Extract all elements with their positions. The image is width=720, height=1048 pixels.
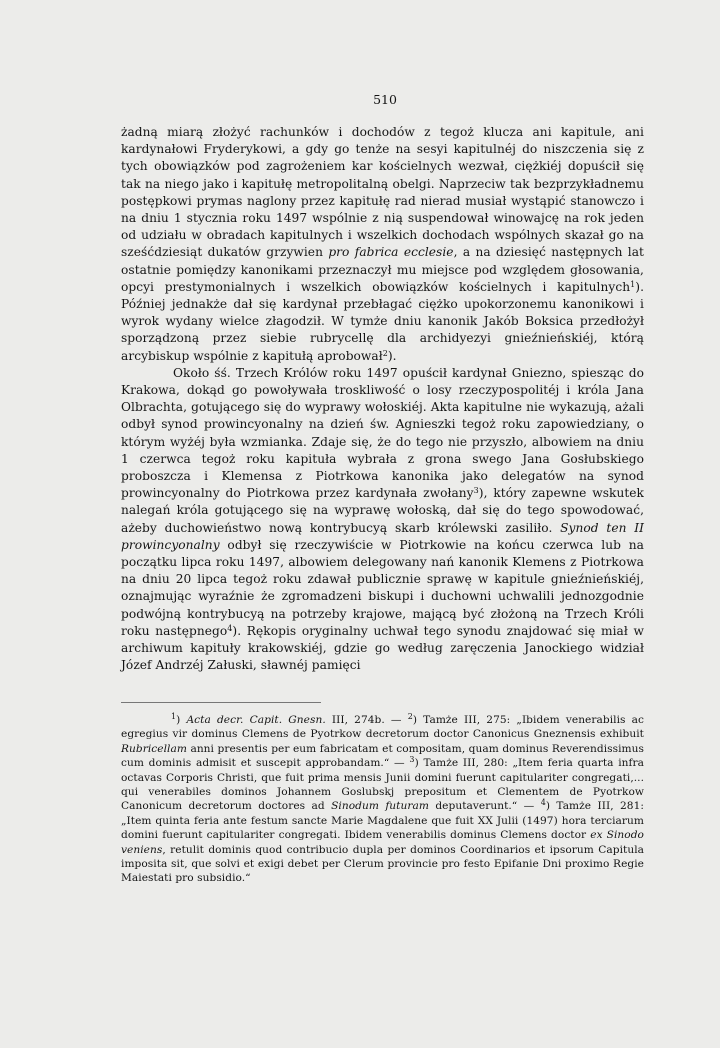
paragraph-2: Około śś. Trzech Królów roku 1497 opuścił kardynał Gniezno, spiesząc do Krakowa, dokąd go powoływała troskliwość o losy rzeczypospolitéj i króla Jana Olbrachta, gotującego się do wyprawy wołoskiéj. Akta kapitulne nie wykazują, ażali odbył synod prowincyonalny na dzień św. Agnieszki tegoż roku zapowiedziany, o którym wyżéj była wzmianka. Zdaje się, że do tego nie przyszło, albowiem na dniu 1 czerwca tegoż roku kapituła wybrała z grona swego Jana Gosłubskiego proboszcza i Klemensa z Piotrkowa kanonika jako delegatów na synod prowincyonalny do Piotrkowa przez kardynała zwołany$^3$), który zapewne wskutek nalegań króla gotującego się na wyprawę wołoską, dał się do tego spowodować, ażeby duchowieństwo nową kontrybucyą skarb królewski zasiliło. Synod ten II prowincyonalny odbył się rzeczywiście w Piotrkowie na końcu czerwca lub na początku lipca roku 1497, albowiem delegowany nań kanonik Klemens z Piotrkowa na dniu 20 lipca tegoż roku zdawał publicznie sprawę w kapitule gnieźnieńskiéj, oznajmując wyraźnie że zgromadzeni biskupi i duchowni uchwalili jednozgodnie podwójną kontrybucyą na potrzeby krajowe, mającą być złożoną na Trzech Króli roku następnego$^4$). Rękopis oryginalny uchwał tego synodu znajdować się miał w archiwum kapituły krakowskiéj, gdzie go według zaręczenia Janockiego widział Józef Andrzéj Załuski, sławnéj pamięci	[121, 365, 644, 673]
footnotes	[121, 713, 644, 886]
footnote-ref: 4	[227, 623, 233, 633]
main-text	[121, 124, 644, 675]
footnote-ref: 1	[630, 279, 636, 289]
latin-phrase: pro fabrica ecclesie	[328, 245, 454, 260]
footnote-block: $^1$) Acta decr. Capit. Gnesn. III, 274b. — $^2$) Tamże III, 275: „Ibidem venerabilis ac egregius vir dominus Clemens de Pyotrkow decretorum doctor Canonicus Gneznensis exhibuit Rubricellam anni presentis per eum fabricatam et compositam, quam dominus Reverendissimus cum dominis admisit et suscepit approbandam.“ — $^3$) Tamże III, 280: „Item feria quarta infra octavas Corporis Christi, que fuit prima mensis Junii domini fuerunt capitulariter congregati,... qui venerabiles dominos Johannem Goslubskj prepositum et Clementem de Pyotrkow Canonicum decretorum doctores ad Sinodum futuram deputaverunt.“ — $^4$) Tamże III, 281: „Item quinta feria ante festum sancte Marie Magdalene que fuit XX Julii (1497) hora terciarum domini fuerunt capitulariter congregati. Ibidem venerabilis dominus Clemens doctor ex Sinodo veniens, retulit dominis quod contribucio dupla per dominos Coordinarios et ipsorum Capitula imposita sit, que solvi et exigi debet per Clerum provincie pro festo Epifanie Dni proximo Regie Maiestati pro subsidio.“	[121, 712, 644, 885]
footnote-ref: 2	[382, 348, 388, 358]
footnote-divider	[121, 702, 321, 703]
paragraph-1: żadną miarą złożyć rachunków i dochodów z tegoż klucza ani kapitule, ani kardynałowi Fryderykowi, a gdy go tenże na sesyi kapitulnéj do niszczenia się z tych obowiązków pod zagrożeniem kar kościelnych wezwał, ciężkiéj dopuścił się tak na niego jako i kapitułę metropolitalną obelgi. Naprzeciw tak bezprzykładnemu postępkowi prymas naglony przez kapitułę rad nierad musiał wystąpić stanowczo i na dniu 1 stycznia roku 1497 wspólnie z nią suspendował winowajcę na rok jeden od udziału w obradach kapitulnych i wszelkich dochodach wspólnych skazał go na sześćdziesiąt dukatów grzywien pro fabrica ecclesie, a na dziesięć następnych lat ostatnie pomiędzy kanonikami przeznaczył mu miejsce pod względem głosowania, opcyi prestymonialnych i wszelkich obowiązków kościelnych i kapitulnych$^1$). Później jednakże dał się kardynał przebłagać ciężko upokorzonemu kanonikowi i wyrok wydany wielce złagodził. W tymże dniu kanonik Jakób Boksica przedłożył sporządzoną przez siebie rubrycellę dla archidyezyi gnieźnieńskiéj, którą arcybiskup wspólnie z kapitułą aprobował$^2$).	[121, 125, 645, 363]
emphasized-phrase: Synod ten II prowincyonalny	[121, 520, 644, 552]
footnote-ref: 3	[473, 486, 479, 496]
page-number: 510	[373, 92, 397, 107]
